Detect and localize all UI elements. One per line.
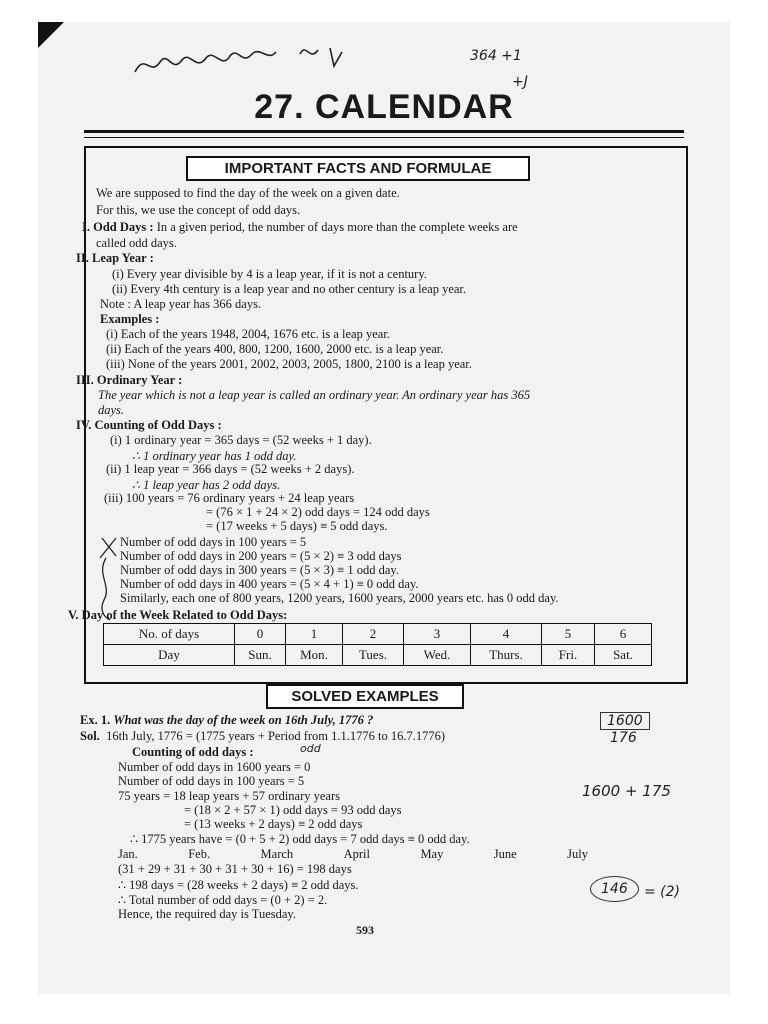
leap-num: II. xyxy=(76,251,89,265)
sol-line-6: = (18 × 2 + 57 × 1) odd days = 93 odd days xyxy=(184,803,402,817)
table-row xyxy=(104,645,652,666)
handwritten-note-top: 364 +1 xyxy=(470,48,522,64)
month-label: March xyxy=(260,847,294,861)
handwritten-signature-scribble xyxy=(130,32,370,82)
odd-days-table xyxy=(103,623,652,666)
month-label: April xyxy=(343,847,370,861)
table-cell: Day xyxy=(104,645,235,666)
sol-line-3: Number of odd days in 1600 years = 0 xyxy=(118,760,311,774)
leap-rule-2: (ii) Every 4th century is a leap year and no other century is a leap year. xyxy=(112,282,467,296)
months-row xyxy=(118,847,588,862)
counting-line-7: = (17 weeks + 5 days) ≡ 5 odd days. xyxy=(206,519,388,533)
month-label: Jan. xyxy=(118,847,138,861)
counting-line-9: Number of odd days in 200 years = (5 × 2) ≡ 3 odd days xyxy=(120,549,402,563)
odd-days-text-2: called odd days. xyxy=(96,236,177,250)
ex1-solution-line xyxy=(80,729,445,744)
sol-line-12: ∴ Total number of odd days = (0 + 2) = 2. xyxy=(118,893,328,907)
sol-line-13: Hence, the required day is Tuesday. xyxy=(118,907,296,921)
table-cell: Sun. xyxy=(235,645,286,666)
intro-line-1: We are supposed to find the day of the week on a given date. xyxy=(96,186,400,200)
day-week-label: Day of the Week Related to Odd Days: xyxy=(81,608,288,622)
examples-label: Examples : xyxy=(100,312,160,326)
ex1-question xyxy=(80,713,373,728)
handwritten-eq: = (2) xyxy=(644,884,681,900)
handwritten-176: 176 xyxy=(610,730,637,746)
sol-line-8: ∴ 1775 years have = (0 + 5 + 2) odd days = 7 odd days ≡ 0 odd day. xyxy=(130,832,470,846)
corner-mark xyxy=(38,22,64,48)
odd-days-label: Odd Days : xyxy=(93,220,154,234)
handwritten-note-top-2: +J xyxy=(512,74,528,90)
handwritten-1600-175: 1600 + 175 xyxy=(582,782,671,800)
odd-days-line xyxy=(82,220,518,235)
counting-line-4: ∴ 1 leap year has 2 odd days. xyxy=(132,478,281,492)
facts-heading: IMPORTANT FACTS AND FORMULAE xyxy=(186,156,530,181)
counting-line-5: (iii) 100 years = 76 ordinary years + 24 leap years xyxy=(104,491,355,505)
counting-line-10: Number of odd days in 300 years = (5 × 3) ≡ 1 odd day. xyxy=(120,563,399,577)
sol-line-10: (31 + 29 + 31 + 30 + 31 + 30 + 16) = 198 days xyxy=(118,862,352,876)
table-cell: Fri. xyxy=(542,645,595,666)
example-3: (iii) None of the years 2001, 2002, 2003, 2005, 1800, 2100 is a leap year. xyxy=(106,357,472,371)
ex1-num: Ex. 1. xyxy=(80,713,111,727)
counting-odd-days-label: Counting of odd days : xyxy=(132,745,254,759)
page-title: 27. CALENDAR xyxy=(254,88,514,126)
solved-heading: SOLVED EXAMPLES xyxy=(266,684,464,709)
table-cell: Thurs. xyxy=(471,645,542,666)
counting-line-6: = (76 × 1 + 24 × 2) odd days = 124 odd days xyxy=(206,505,430,519)
table-cell: 2 xyxy=(343,624,404,645)
table-row xyxy=(104,624,652,645)
example-2: (ii) Each of the years 400, 800, 1200, 1600, 2000 etc. is a leap year. xyxy=(106,342,444,356)
intro-line-2: For this, we use the concept of odd days. xyxy=(96,203,301,217)
table-cell: 4 xyxy=(471,624,542,645)
sol-line-7: = (13 weeks + 2 days) ≡ 2 odd days xyxy=(184,817,363,831)
counting-line-3: (ii) 1 leap year = 366 days = (52 weeks + 2 days). xyxy=(106,462,355,476)
table-cell: Tues. xyxy=(343,645,404,666)
month-label: Feb. xyxy=(188,847,211,861)
counting-line-2: ∴ 1 ordinary year has 1 odd day. xyxy=(132,449,297,463)
leap-label: Leap Year : xyxy=(91,251,154,265)
counting-label: Counting of Odd Days : xyxy=(94,418,222,432)
table-cell: 0 xyxy=(235,624,286,645)
month-label: July xyxy=(567,847,588,861)
table-cell: No. of days xyxy=(104,624,235,645)
day-week-num: V. xyxy=(68,608,79,622)
counting-line-11: Number of odd days in 400 years = (5 × 4 + 1) ≡ 0 odd day. xyxy=(120,577,419,591)
leap-rule-1: (i) Every year divisible by 4 is a leap year, if it is not a century. xyxy=(112,267,427,281)
table-cell: 5 xyxy=(542,624,595,645)
table-cell: Mon. xyxy=(286,645,343,666)
handwritten-1600: 1600 xyxy=(600,712,650,730)
sol-label: Sol. xyxy=(80,729,100,743)
page-number: 593 xyxy=(356,923,374,937)
ex1-question-text: What was the day of the week on 16th July, 1776 ? xyxy=(113,713,374,727)
ordinary-text-2: days. xyxy=(98,403,125,417)
table-cell: 1 xyxy=(286,624,343,645)
counting-line-1: (i) 1 ordinary year = 365 days = (52 weeks + 1 day). xyxy=(110,433,372,447)
title-underline-thin xyxy=(84,137,684,138)
day-week-heading xyxy=(68,608,287,623)
month-label: June xyxy=(493,847,517,861)
ordinary-heading xyxy=(76,373,182,388)
sol-line-5: 75 years = 18 leap years + 57 ordinary years xyxy=(118,789,341,803)
counting-num: IV. xyxy=(76,418,92,432)
month-label: May xyxy=(420,847,444,861)
counting-line-12: Similarly, each one of 800 years, 1200 years, 1600 years, 2000 years etc. has 0 odd day. xyxy=(120,591,559,605)
ordinary-num: III. xyxy=(76,373,94,387)
sol-line-4: Number of odd days in 100 years = 5 xyxy=(118,774,305,788)
example-1: (i) Each of the years 1948, 2004, 1676 etc. is a leap year. xyxy=(106,327,390,341)
sol-text: 16th July, 1776 = (1775 years + Period from 1.1.1776 to 16.7.1776) xyxy=(106,729,446,743)
table-cell: 6 xyxy=(595,624,652,645)
handwritten-odd-note: odd xyxy=(300,742,321,755)
leap-year-heading xyxy=(76,251,154,266)
counting-line-8: Number of odd days in 100 years = 5 xyxy=(120,535,307,549)
counting-heading xyxy=(76,418,222,433)
odd-days-text: In a given period, the number of days more than the complete weeks are xyxy=(153,220,518,234)
title-underline xyxy=(84,130,684,133)
leap-note: Note : A leap year has 366 days. xyxy=(100,297,262,311)
table-cell: 3 xyxy=(404,624,471,645)
table-cell: Wed. xyxy=(404,645,471,666)
ordinary-label: Ordinary Year : xyxy=(96,373,183,387)
odd-days-num: I. xyxy=(82,220,90,234)
table-cell: Sat. xyxy=(595,645,652,666)
handwritten-146: 146 xyxy=(590,876,639,902)
ordinary-text-1: The year which is not a leap year is called an ordinary year. An ordinary year has 365 xyxy=(98,388,531,402)
sol-line-11: ∴ 198 days = (28 weeks + 2 days) ≡ 2 odd days. xyxy=(118,878,359,892)
